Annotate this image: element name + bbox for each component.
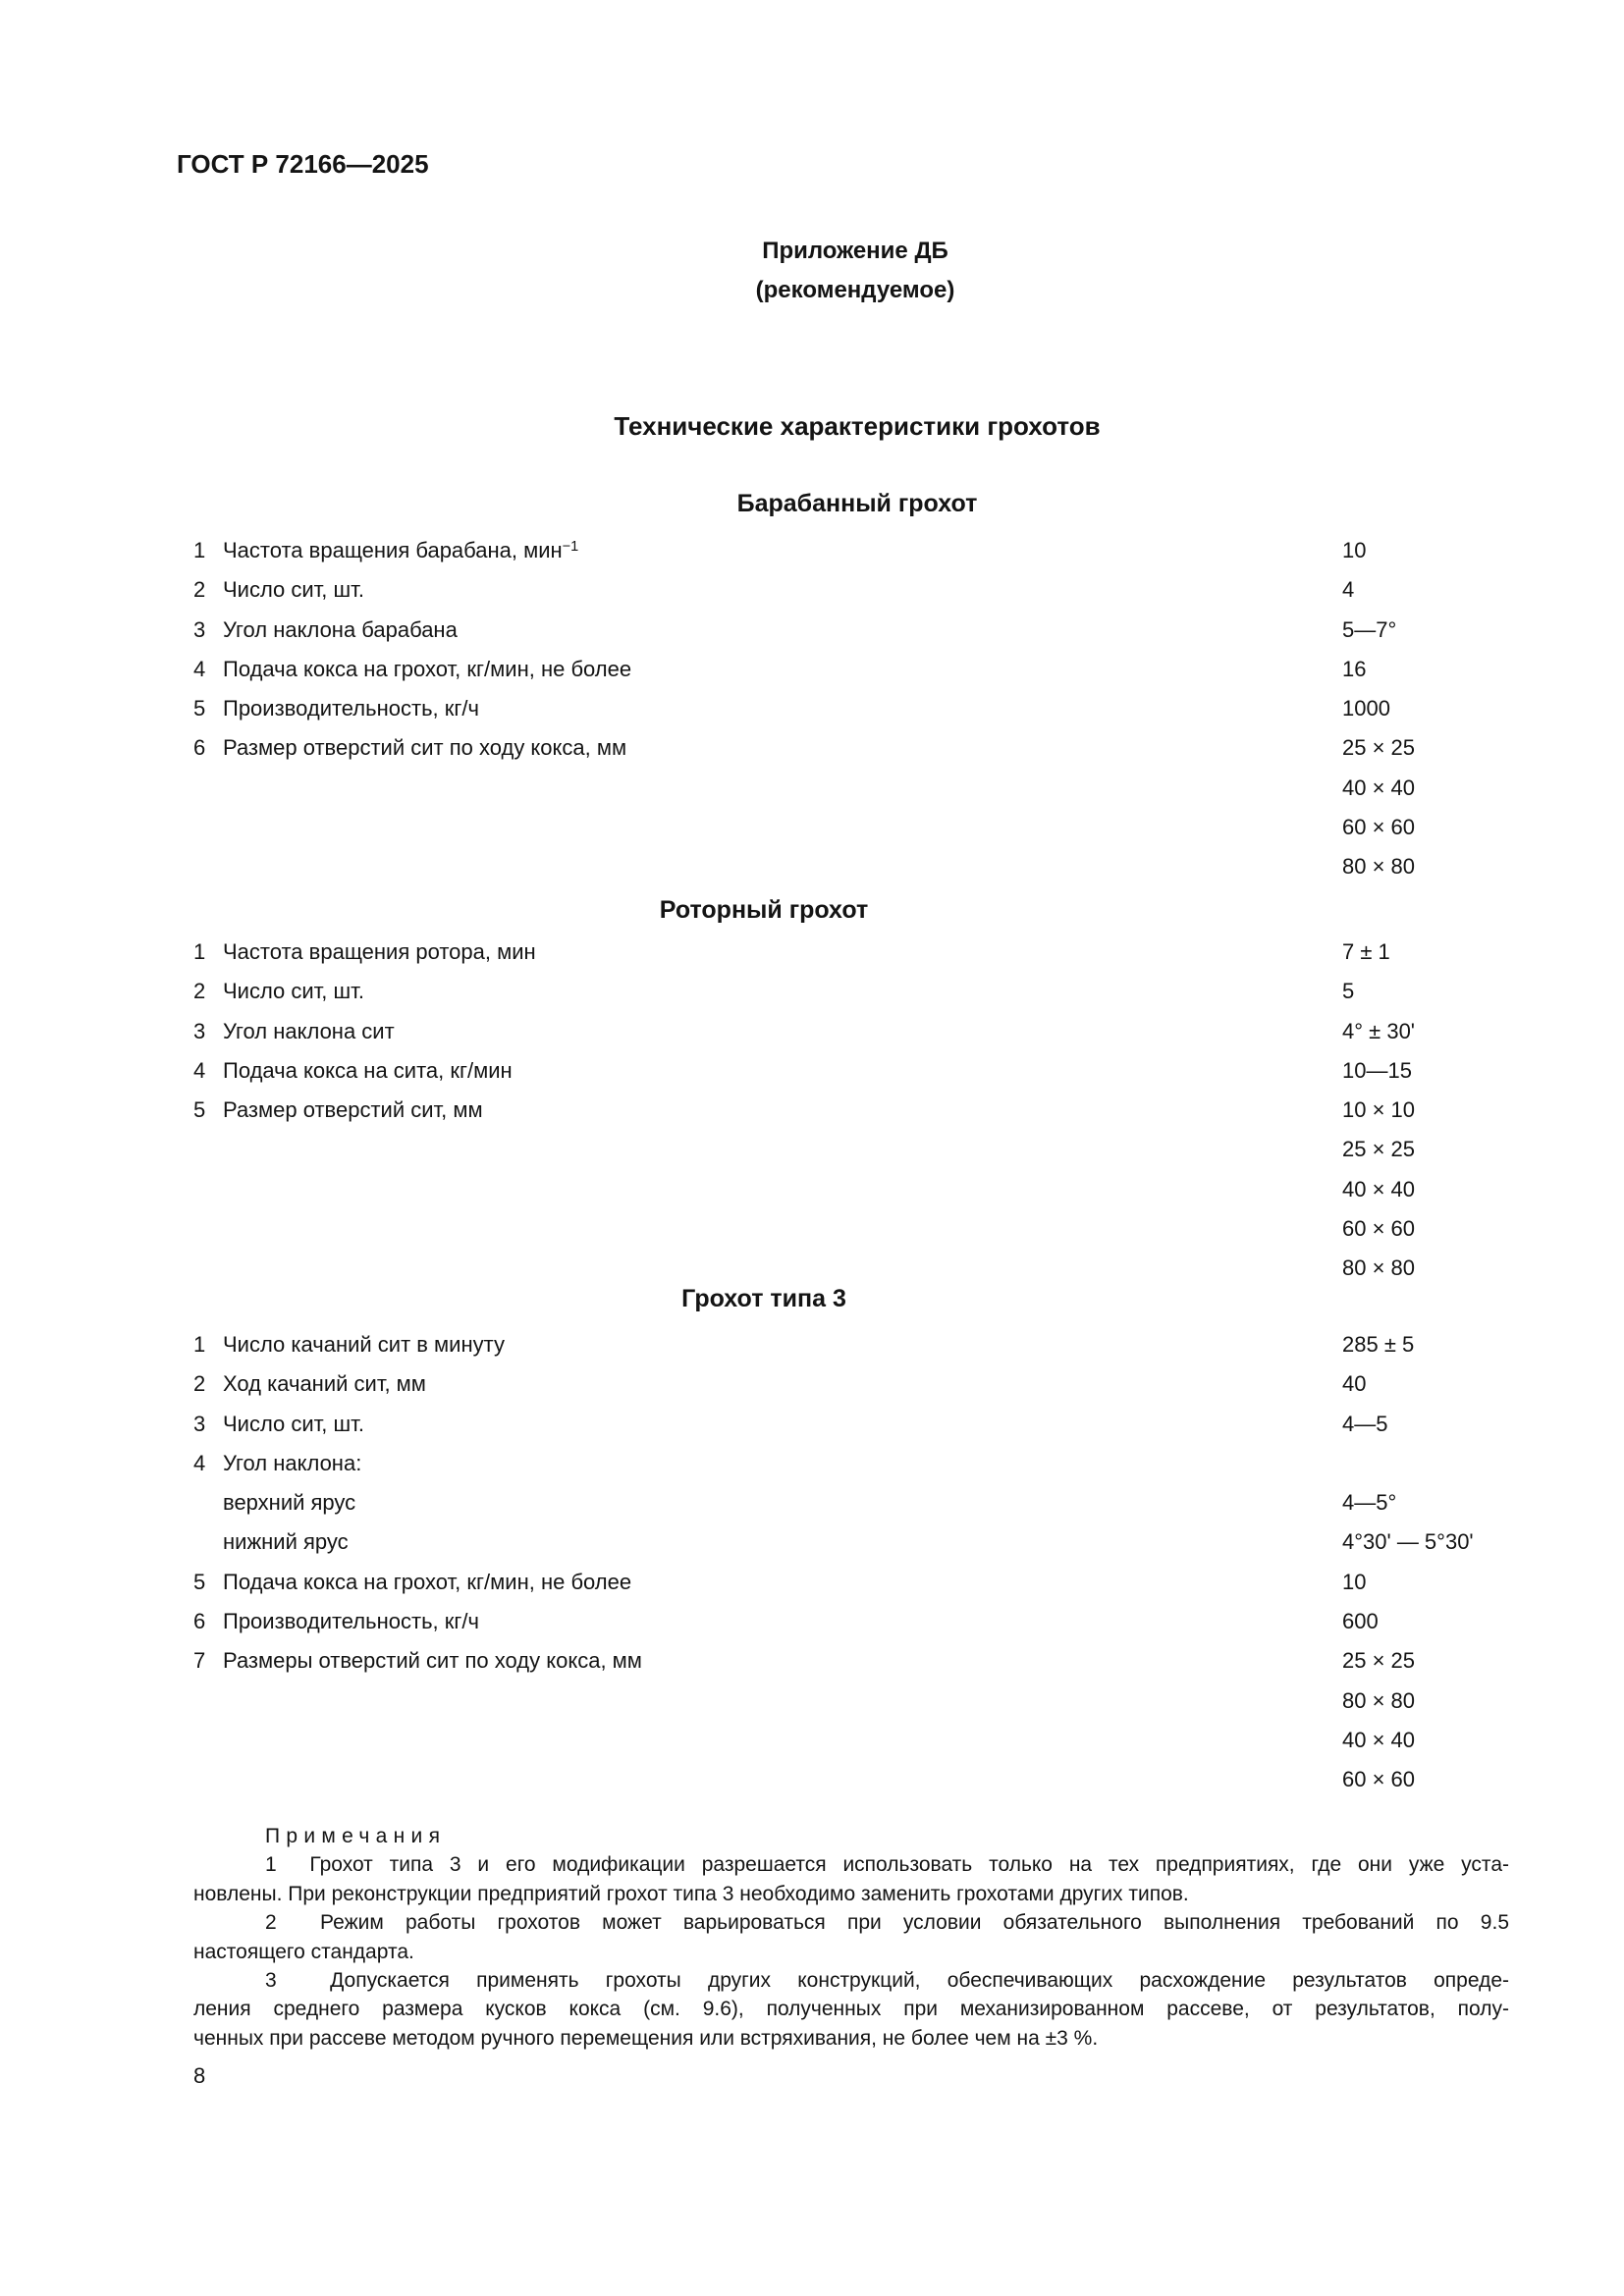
doc-title: Технические характеристики грохотов	[614, 411, 1101, 441]
section-heading-rotor: Роторный грохот	[659, 896, 869, 924]
row-value: 5	[1342, 979, 1355, 1004]
section-heading-drum: Барабанный грохот	[736, 490, 978, 517]
row-value: 80 × 80	[1342, 854, 1416, 880]
row-number: 6	[193, 1609, 206, 1634]
spec-rows-type3	[193, 1325, 1548, 1800]
spec-row	[193, 531, 1548, 570]
spec-row	[193, 1364, 1548, 1404]
row-number: 2	[193, 577, 206, 603]
spec-row	[193, 933, 1548, 972]
row-value: 40 × 40	[1342, 774, 1416, 800]
row-value: 60 × 60	[1342, 815, 1416, 840]
row-value: 5—7°	[1342, 616, 1397, 642]
row-number: 7	[193, 1648, 206, 1674]
spec-row	[193, 570, 1548, 610]
spec-row	[193, 1051, 1548, 1091]
row-value: 40	[1342, 1371, 1367, 1397]
row-label	[223, 1609, 479, 1633]
spec-row	[193, 1483, 1548, 1522]
row-label	[223, 939, 536, 964]
row-label-text: Число сит, шт.	[223, 577, 364, 603]
row-label	[223, 1019, 395, 1043]
spec-row	[193, 847, 1548, 886]
spec-row	[193, 1012, 1548, 1051]
row-value: 60 × 60	[1342, 1216, 1416, 1242]
note-line: 3 Допускается применять грохоты других конструкций, обеспечивающих расхождение результатов опреде-	[265, 1969, 1509, 1993]
spec-row	[193, 972, 1548, 1011]
spec-row	[193, 650, 1548, 689]
row-label-text: Размер отверстий сит, мм	[223, 1097, 483, 1123]
note-line: ления среднего размера кусков кокса (см. 9.6), полученных при механизированном рассеве, от результатов, полу-	[193, 1998, 1509, 2021]
row-label	[223, 1451, 361, 1475]
row-value: 10 × 10	[1342, 1097, 1416, 1123]
section-heading-type3: Грохот типа 3	[681, 1285, 846, 1312]
spec-row	[193, 1602, 1548, 1641]
row-label-text: Угол наклона:	[223, 1450, 362, 1475]
row-label-text: Размер отверстий сит по ходу кокса, мм	[223, 735, 627, 761]
notes-heading: Примечания	[265, 1825, 447, 1847]
spec-row	[193, 1563, 1548, 1602]
row-number: 5	[193, 1569, 206, 1594]
row-value: 10—15	[1342, 1057, 1412, 1083]
note-line: 2 Режим работы грохотов может варьироваться при условии обязательного выполнения требований по 9.5	[265, 1911, 1509, 1935]
row-number: 3	[193, 616, 206, 642]
note	[193, 1908, 1509, 1966]
row-label	[223, 1490, 355, 1515]
row-label	[223, 696, 479, 721]
spec-row	[193, 1170, 1548, 1209]
row-label-text: Число сит, шт.	[223, 979, 364, 1004]
row-value: 40 × 40	[1342, 1176, 1416, 1201]
row-number: 4	[193, 656, 206, 681]
row-label-text: Число сит, шт.	[223, 1411, 364, 1436]
row-number: 4	[193, 1450, 206, 1475]
spec-row	[193, 1249, 1548, 1288]
spec-row	[193, 1130, 1548, 1169]
row-value: 4°30' — 5°30'	[1342, 1529, 1474, 1555]
row-number: 1	[193, 1332, 206, 1357]
row-number: 1	[193, 939, 206, 964]
row-value: 285 ± 5	[1342, 1332, 1415, 1357]
row-value: 80 × 80	[1342, 1255, 1416, 1281]
notes-block	[193, 1822, 1509, 2053]
spec-row	[193, 1444, 1548, 1483]
row-label	[223, 979, 364, 1003]
note-line: ченных при рассеве методом ручного перемещения или встряхивания, не более чем на ±3 %.	[193, 2026, 1099, 2050]
row-label	[223, 1371, 426, 1396]
row-value: 4	[1342, 577, 1355, 603]
row-value: 25 × 25	[1342, 1137, 1416, 1162]
spec-row	[193, 1522, 1548, 1562]
row-value: 40 × 40	[1342, 1727, 1416, 1752]
gost-header: ГОСТ Р 72166—2025	[177, 149, 429, 179]
row-value: 600	[1342, 1609, 1379, 1634]
row-value: 10	[1342, 1569, 1367, 1594]
note-line: новлены. При реконструкции предприятий грохот типа 3 необходимо заменить грохотами других типов.	[193, 1882, 1189, 1905]
row-value: 10	[1342, 538, 1367, 562]
row-value: 4—5	[1342, 1411, 1388, 1436]
row-label	[223, 1648, 642, 1673]
row-label-text: Подача кокса на грохот, кг/мин, не более	[223, 656, 632, 681]
row-label-text: Частота вращения ротора, мин	[223, 939, 536, 964]
spec-row	[193, 689, 1548, 728]
row-value: 25 × 25	[1342, 1648, 1416, 1674]
row-label-text: верхний ярус	[223, 1490, 356, 1516]
spec-row	[193, 1721, 1548, 1760]
row-label	[223, 1529, 349, 1554]
row-value: 25 × 25	[1342, 735, 1416, 761]
row-label-text: Угол наклона барабана	[223, 616, 458, 642]
spec-row	[193, 1641, 1548, 1681]
row-label-text: Угол наклона сит	[223, 1018, 395, 1043]
row-value: 7 ± 1	[1342, 939, 1390, 964]
row-label	[223, 538, 578, 562]
row-label	[223, 735, 626, 760]
row-label	[223, 1332, 505, 1357]
row-value: 4—5°	[1342, 1490, 1397, 1516]
note-line: 1 Грохот типа 3 и его модификации разрешается использовать только на тех предприятиях, где они уже уста-	[265, 1853, 1509, 1877]
row-label-text: Подача кокса на сита, кг/мин	[223, 1057, 513, 1083]
spec-row	[193, 1405, 1548, 1444]
note	[193, 1850, 1509, 1908]
row-label-text: Производительность, кг/ч	[223, 1609, 479, 1634]
spec-row	[193, 1091, 1548, 1130]
row-label-text: Производительность, кг/ч	[223, 696, 479, 721]
spec-row	[193, 728, 1548, 768]
row-label	[223, 1570, 631, 1594]
row-label	[223, 1058, 513, 1083]
spec-row	[193, 611, 1548, 650]
row-label-superscript: −1	[562, 539, 579, 556]
row-number: 3	[193, 1018, 206, 1043]
spec-row	[193, 1682, 1548, 1721]
row-label	[223, 1097, 483, 1122]
page-number: 8	[193, 2063, 206, 2088]
row-number: 2	[193, 979, 206, 1004]
row-value: 60 × 60	[1342, 1767, 1416, 1792]
row-label-text: Частота вращения барабана, мин	[223, 538, 563, 562]
row-number: 1	[193, 538, 206, 562]
row-number: 3	[193, 1411, 206, 1436]
row-label	[223, 577, 364, 602]
row-label-text: Число качаний сит в минуту	[223, 1332, 505, 1357]
row-value: 80 × 80	[1342, 1687, 1416, 1713]
appendix-note: (рекомендуемое)	[755, 277, 955, 303]
spec-rows-rotor	[193, 933, 1548, 1289]
spec-row	[193, 808, 1548, 847]
row-number: 5	[193, 1097, 206, 1123]
row-label-text: Ход качаний сит, мм	[223, 1371, 426, 1397]
appendix-block	[193, 232, 1517, 310]
row-label	[223, 1412, 364, 1436]
spec-row	[193, 1760, 1548, 1799]
row-number: 5	[193, 696, 206, 721]
spec-row	[193, 1209, 1548, 1249]
row-value: 4° ± 30'	[1342, 1018, 1416, 1043]
spec-row	[193, 769, 1548, 808]
row-value: 16	[1342, 656, 1367, 681]
row-label	[223, 657, 631, 681]
note	[193, 1966, 1509, 2053]
note-line: настоящего стандарта.	[193, 1940, 414, 1963]
appendix-label: Приложение ДБ	[762, 238, 948, 264]
row-value: 1000	[1342, 696, 1390, 721]
row-number: 6	[193, 735, 206, 761]
row-label-text: Размеры отверстий сит по ходу кокса, мм	[223, 1648, 642, 1674]
row-number: 4	[193, 1057, 206, 1083]
row-label-text: нижний ярус	[223, 1529, 349, 1555]
spec-rows-drum	[193, 531, 1548, 887]
row-number: 2	[193, 1371, 206, 1397]
row-label-text: Подача кокса на грохот, кг/мин, не более	[223, 1569, 632, 1594]
spec-row	[193, 1325, 1548, 1364]
row-label	[223, 617, 458, 642]
